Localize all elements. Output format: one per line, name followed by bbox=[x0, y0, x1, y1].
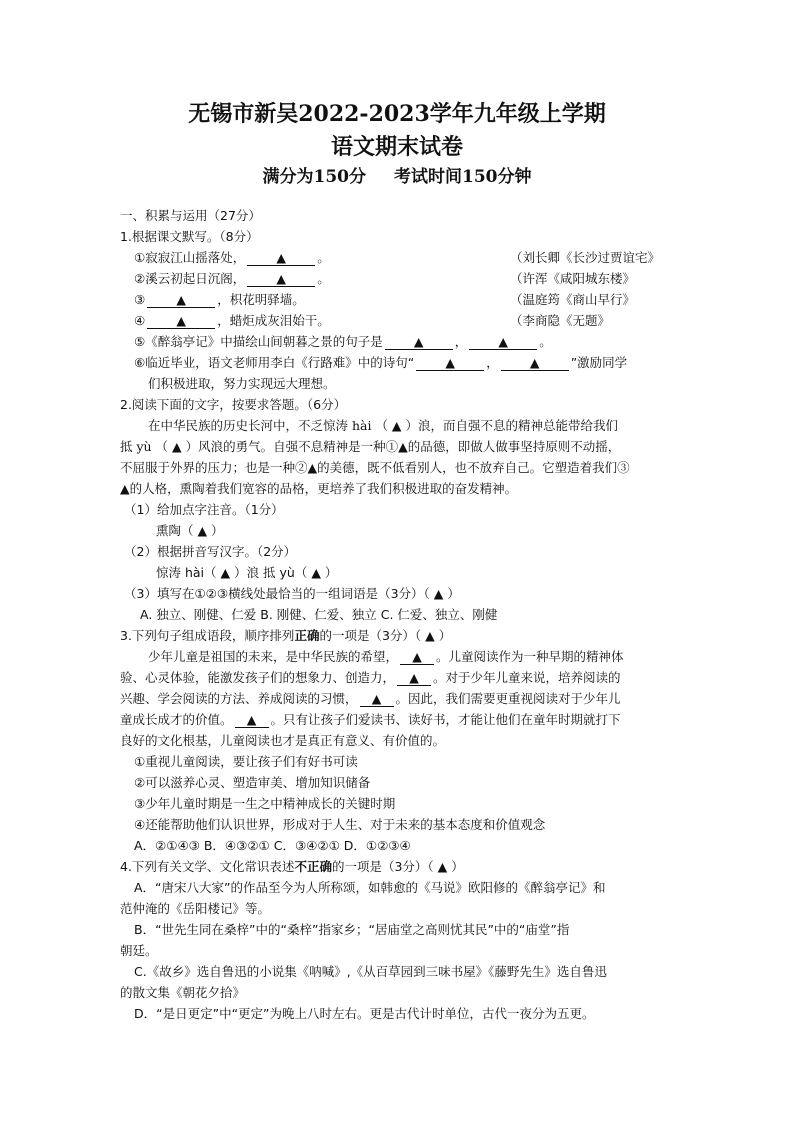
q4-option-d: D．“是日更定”中“更定”为晚上八时左右。更是古代计时单位，古代一夜分为五更。 bbox=[134, 1006, 595, 1021]
q2-stem: 2.阅读下面的文字，按要求答题。（6分） bbox=[120, 397, 347, 412]
q1-item-4: ④ ▲ ，蜡炬成灰泪始干。 （李商隐《无题》 bbox=[134, 313, 611, 328]
q4-option-b: B．“世先生同在桑梓”中的“桑梓”指家乡；“居庙堂之高则忧其民”中的“庙堂”指 bbox=[134, 922, 570, 937]
answer-blank[interactable]: ▲ bbox=[385, 335, 453, 350]
q4-option-a-cont: 范仲淹的《岳阳楼记》等。 bbox=[120, 901, 271, 916]
q2-sub3-options: A. 独立、刚健、仁爱 B. 刚健、仁爱、独立 C. 仁爱、独立、刚健 bbox=[140, 607, 498, 622]
answer-blank[interactable]: ▲ bbox=[247, 251, 315, 266]
answer-blank[interactable]: ▲ bbox=[247, 272, 315, 287]
q2-sub1-word: 熏陶（ ▲ ） bbox=[156, 523, 224, 538]
answer-blank[interactable]: ▲ bbox=[235, 713, 269, 728]
source-ref: （李商隐《无题》 bbox=[510, 313, 611, 328]
exam-title: 无锡市新吴2022-2023学年九年级上学期 bbox=[188, 101, 606, 127]
q2-passage-line: 抵 yù （ ▲ ）风浪的勇气。自强不息精神是一种①▲的品德，即做人做事坚持原则不动摇， bbox=[120, 439, 621, 454]
q2-sub3: （3）填写在①②③横线处最恰当的一组词语是（3分）（ ▲ ） bbox=[124, 586, 460, 601]
exam-time: 考试时间150分钟 bbox=[394, 167, 532, 187]
answer-blank[interactable]: ▲ bbox=[147, 314, 215, 329]
q2-sub2: （2）根据拼音写汉字。（2分） bbox=[124, 544, 297, 559]
q3-passage-line: 兴趣、学会阅读的方法、养成阅读的习惯， ▲ 。因此，我们需要更重视阅读对于少年儿 bbox=[120, 691, 621, 706]
q3-choices: A．②①④③ B．④③②① C．③④②① D．①②③④ bbox=[134, 838, 411, 853]
q3-passage-line: 验、心灵体验，能激发孩子们的想象力、创造力， ▲ 。对于少年儿童来说，培养阅读的 bbox=[120, 670, 621, 685]
answer-blank[interactable]: ▲ bbox=[400, 650, 434, 665]
q2-passage-line: 在中华民族的历史长河中，不乏惊涛 hài （ ▲ ）浪，而自强不息的精神总能带给我们 bbox=[148, 418, 619, 433]
q3-option: ③少年儿童时期是一生之中精神成长的关键时期 bbox=[134, 796, 396, 811]
q3-option: ④还能帮助他们认识世界，形成对于人生、对于未来的基本态度和价值观念 bbox=[134, 817, 546, 832]
q4-stem: 4.下列有关文学、文化常识表述不正确的一项是（3分）（ ▲ ） bbox=[120, 859, 464, 874]
q3-stem: 3.下列句子组成语段，顺序排列正确的一项是（3分）（ ▲ ） bbox=[120, 628, 452, 643]
q1-item-6: ⑥临近毕业，语文老师用李白《行路难》中的诗句“ ▲ ， ▲ ”激励同学 bbox=[134, 355, 628, 370]
q3-option: ①重视儿童阅读，要让孩子们有好书可读 bbox=[134, 754, 358, 769]
q4-option-a: A．“唐宋八大家”的作品至今为人所称颂，如韩愈的《马说》欧阳修的《醉翁亭记》和 bbox=[134, 880, 606, 895]
source-ref: （许浑《咸阳城东楼》 bbox=[510, 271, 636, 286]
q1-item-5: ⑤《醉翁亭记》中描绘山间朝暮之景的句子是 ▲ ， ▲ 。 bbox=[134, 334, 552, 349]
q4-option-c-cont: 的散文集《朝花夕拾》 bbox=[120, 985, 246, 1000]
q3-passage-line: 少年儿童是祖国的未来，是中华民族的希望， ▲ 。儿童阅读作为一种早期的精神体 bbox=[148, 649, 624, 664]
source-ref: （温庭筠《商山早行》 bbox=[510, 292, 636, 307]
q1-item-3: ③ ▲ ，枳花明驿墙。 （温庭筠《商山早行》 bbox=[134, 292, 636, 307]
answer-blank[interactable]: ▲ bbox=[416, 356, 484, 371]
q1-stem: 1.根据课文默写。（8分） bbox=[120, 229, 259, 244]
answer-blank[interactable]: ▲ bbox=[360, 692, 394, 707]
full-score: 满分为150分 bbox=[262, 167, 366, 187]
q4-option-c: C.《故乡》选自鲁迅的小说集《呐喊》,《从百草园到三味书屋》《藤野先生》选自鲁迅 bbox=[134, 964, 607, 979]
source-ref: （刘长卿《长沙过贾谊宅》 bbox=[510, 250, 661, 265]
q2-passage-line: ▲的人格，熏陶着我们宽容的品格，更培养了我们积极进取的奋发精神。 bbox=[120, 481, 518, 496]
q3-passage-line: 良好的文化根基，儿童阅读也才是真正有意义、有价值的。 bbox=[120, 733, 446, 748]
answer-blank[interactable]: ▲ bbox=[147, 293, 215, 308]
q4-option-b-cont: 朝廷。 bbox=[120, 943, 158, 958]
answer-blank[interactable]: ▲ bbox=[501, 356, 569, 371]
q3-option: ②可以滋养心灵、塑造审美、增加知识储备 bbox=[134, 775, 371, 790]
exam-info bbox=[0, 162, 794, 187]
answer-blank[interactable]: ▲ bbox=[397, 671, 431, 686]
answer-blank[interactable]: ▲ bbox=[469, 335, 537, 350]
section-heading: 一、积累与运用（27分） bbox=[120, 208, 261, 223]
q2-sub2-items: 惊涛 hài（ ▲ ）浪 抵 yù（ ▲ ） bbox=[156, 565, 338, 580]
q3-passage-line: 童成长成才的价值。 ▲ 。只有让孩子们爱读书、读好书，才能让他们在童年时期就打下 bbox=[120, 712, 621, 727]
q1-item-2: ②溪云初起日沉阁， ▲ 。 （许浑《咸阳城东楼》 bbox=[134, 271, 636, 286]
q2-passage-line: 不屈服于外界的压力；也是一种②▲的美德，既不低看别人，也不放弃自己。它塑造着我们③ bbox=[120, 460, 630, 475]
q1-item-1: ①寂寂江山摇落处， ▲ 。 （刘长卿《长沙过贾谊宅》 bbox=[134, 250, 661, 265]
exam-subtitle: 语文期末试卷 bbox=[330, 134, 463, 160]
q2-sub1: （1）给加点字注音。（1分） bbox=[124, 502, 284, 517]
q1-item-6-cont: 们积极进取，努力实现远大理想。 bbox=[148, 376, 336, 391]
